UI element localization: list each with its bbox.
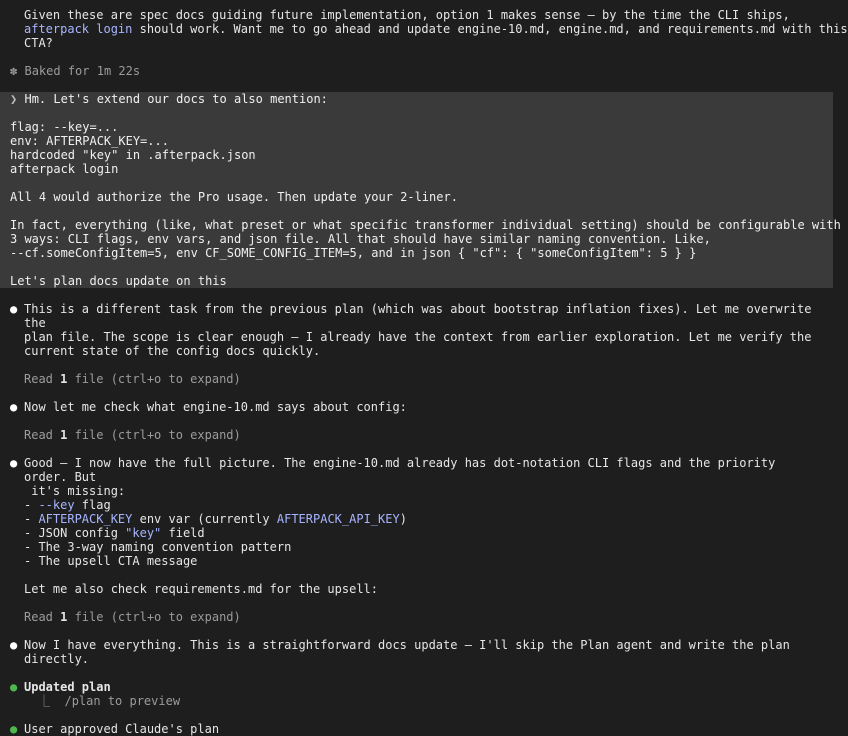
- message-line: plan file. The scope is clear enough — I already have the context from earlier exploration. Let me verify the: [24, 330, 812, 344]
- inline-code: AFTERPACK_API_KEY: [276, 512, 400, 526]
- message-line: directly.: [24, 652, 90, 666]
- tool-call-read[interactable]: [10, 428, 823, 442]
- asterisk-icon: ✽: [10, 64, 18, 78]
- user-prompt-line: [10, 92, 823, 106]
- tool-prefix: Read: [24, 372, 61, 386]
- message-line: Good — I now have the full picture. The engine-10.md already has dot-notation CLI flags and the priority order. But: [24, 456, 783, 484]
- assistant-message: [10, 400, 823, 414]
- baked-text: Baked for 1m 22s: [24, 64, 141, 78]
- list-text: field: [161, 526, 205, 540]
- plan-preview-text: /plan to preview: [50, 694, 181, 708]
- list-item: - The 3-way naming convention pattern: [24, 540, 292, 554]
- message-line: current state of the config docs quickly.: [24, 344, 321, 358]
- message-line: Given these are spec docs guiding future implementation, option 1 makes sense — by the time the CLI ships,: [24, 8, 790, 22]
- list-dash: -: [24, 512, 39, 526]
- baked-status: [10, 64, 823, 78]
- updated-plan-entry[interactable]: [10, 680, 823, 708]
- user-prompt-line: Let's plan docs update on this: [10, 274, 227, 288]
- user-prompt-block: [0, 92, 841, 288]
- tool-call-read[interactable]: [10, 372, 823, 386]
- approved-text: User approved Claude's plan: [24, 722, 220, 736]
- success-bullet-icon: ●: [10, 722, 18, 736]
- tool-count: 1: [60, 372, 68, 386]
- bullet-icon: ●: [10, 456, 18, 470]
- plan-approved-entry: [10, 722, 823, 736]
- assistant-message: [10, 302, 823, 358]
- user-prompt-line: In fact, everything (like, what preset or what specific transformer individual setting) should be configurable with: [10, 218, 841, 232]
- user-prompt-line: [10, 176, 823, 190]
- message-line: Let me also check requirements.md for the upsell:: [24, 582, 379, 596]
- inline-code: AFTERPACK_KEY: [38, 512, 133, 526]
- updated-plan-title: Updated plan: [24, 680, 111, 694]
- tool-suffix: file (ctrl+o to expand): [67, 610, 241, 624]
- list-text: - JSON config: [24, 526, 126, 540]
- user-prompt-line: afterpack login: [10, 162, 119, 176]
- user-prompt-line: All 4 would authorize the Pro usage. Then update your 2-liner.: [10, 190, 458, 204]
- assistant-message: [10, 456, 823, 596]
- bullet-icon: ●: [10, 302, 18, 316]
- tree-corner-icon: ⎿: [38, 694, 51, 708]
- user-prompt-line: [10, 204, 823, 218]
- list-dash: -: [24, 498, 39, 512]
- tool-prefix: Read: [24, 428, 61, 442]
- inline-code: afterpack login: [24, 22, 133, 36]
- message-line: CTA?: [24, 36, 53, 50]
- message-line: Now let me check what engine-10.md says about config:: [24, 400, 407, 414]
- tool-prefix: Read: [24, 610, 61, 624]
- list-text: flag: [74, 498, 111, 512]
- list-item: [24, 512, 823, 526]
- tool-suffix: file (ctrl+o to expand): [67, 428, 241, 442]
- list-item: [24, 526, 823, 540]
- plan-preview-hint: [24, 694, 823, 708]
- tool-count: 1: [60, 428, 68, 442]
- message-text: should work. Want me to go ahead and update engine-10.md, engine.md, and requirements.md with this: [132, 22, 848, 36]
- prompt-chevron-icon: ❯: [10, 92, 18, 106]
- user-prompt-line: [10, 106, 823, 120]
- user-prompt-line: env: AFTERPACK_KEY=...: [10, 134, 169, 148]
- inline-code: "key": [125, 526, 162, 540]
- message-line: [24, 22, 848, 36]
- list-item: - The upsell CTA message: [24, 554, 198, 568]
- tool-count: 1: [60, 610, 68, 624]
- user-prompt-line: 3 ways: CLI flags, env vars, and json file. All that should have similar naming convention. Like,: [10, 232, 711, 246]
- message-line: Now I have everything. This is a straightforward docs update — I'll skip the Plan agent and write the plan: [24, 638, 790, 652]
- inline-code: --key: [38, 498, 75, 512]
- user-prompt-text: Hm. Let's extend our docs to also mention:: [24, 92, 328, 106]
- user-prompt-line: hardcoded "key" in .afterpack.json: [10, 148, 256, 162]
- tool-suffix: file (ctrl+o to expand): [67, 372, 241, 386]
- message-line: it's missing:: [24, 484, 126, 498]
- bullet-icon: ●: [10, 400, 18, 414]
- user-prompt-line: flag: --key=...: [10, 120, 119, 134]
- list-text: ): [399, 512, 407, 526]
- list-text: env var (currently: [132, 512, 277, 526]
- success-bullet-icon: ●: [10, 680, 18, 694]
- assistant-message-tail: [10, 8, 848, 50]
- assistant-message: [10, 638, 823, 666]
- bullet-icon: ●: [10, 638, 18, 652]
- tool-call-read[interactable]: [10, 610, 823, 624]
- user-prompt-line: [10, 260, 823, 274]
- message-line: This is a different task from the previous plan (which was about bootstrap inflation fixes). Let me overwrite the: [24, 302, 819, 330]
- user-prompt-line: --cf.someConfigItem=5, env CF_SOME_CONFIG_ITEM=5, and in json { "cf": { "someConfigItem": 5 } }: [10, 246, 697, 260]
- list-item: [24, 498, 823, 512]
